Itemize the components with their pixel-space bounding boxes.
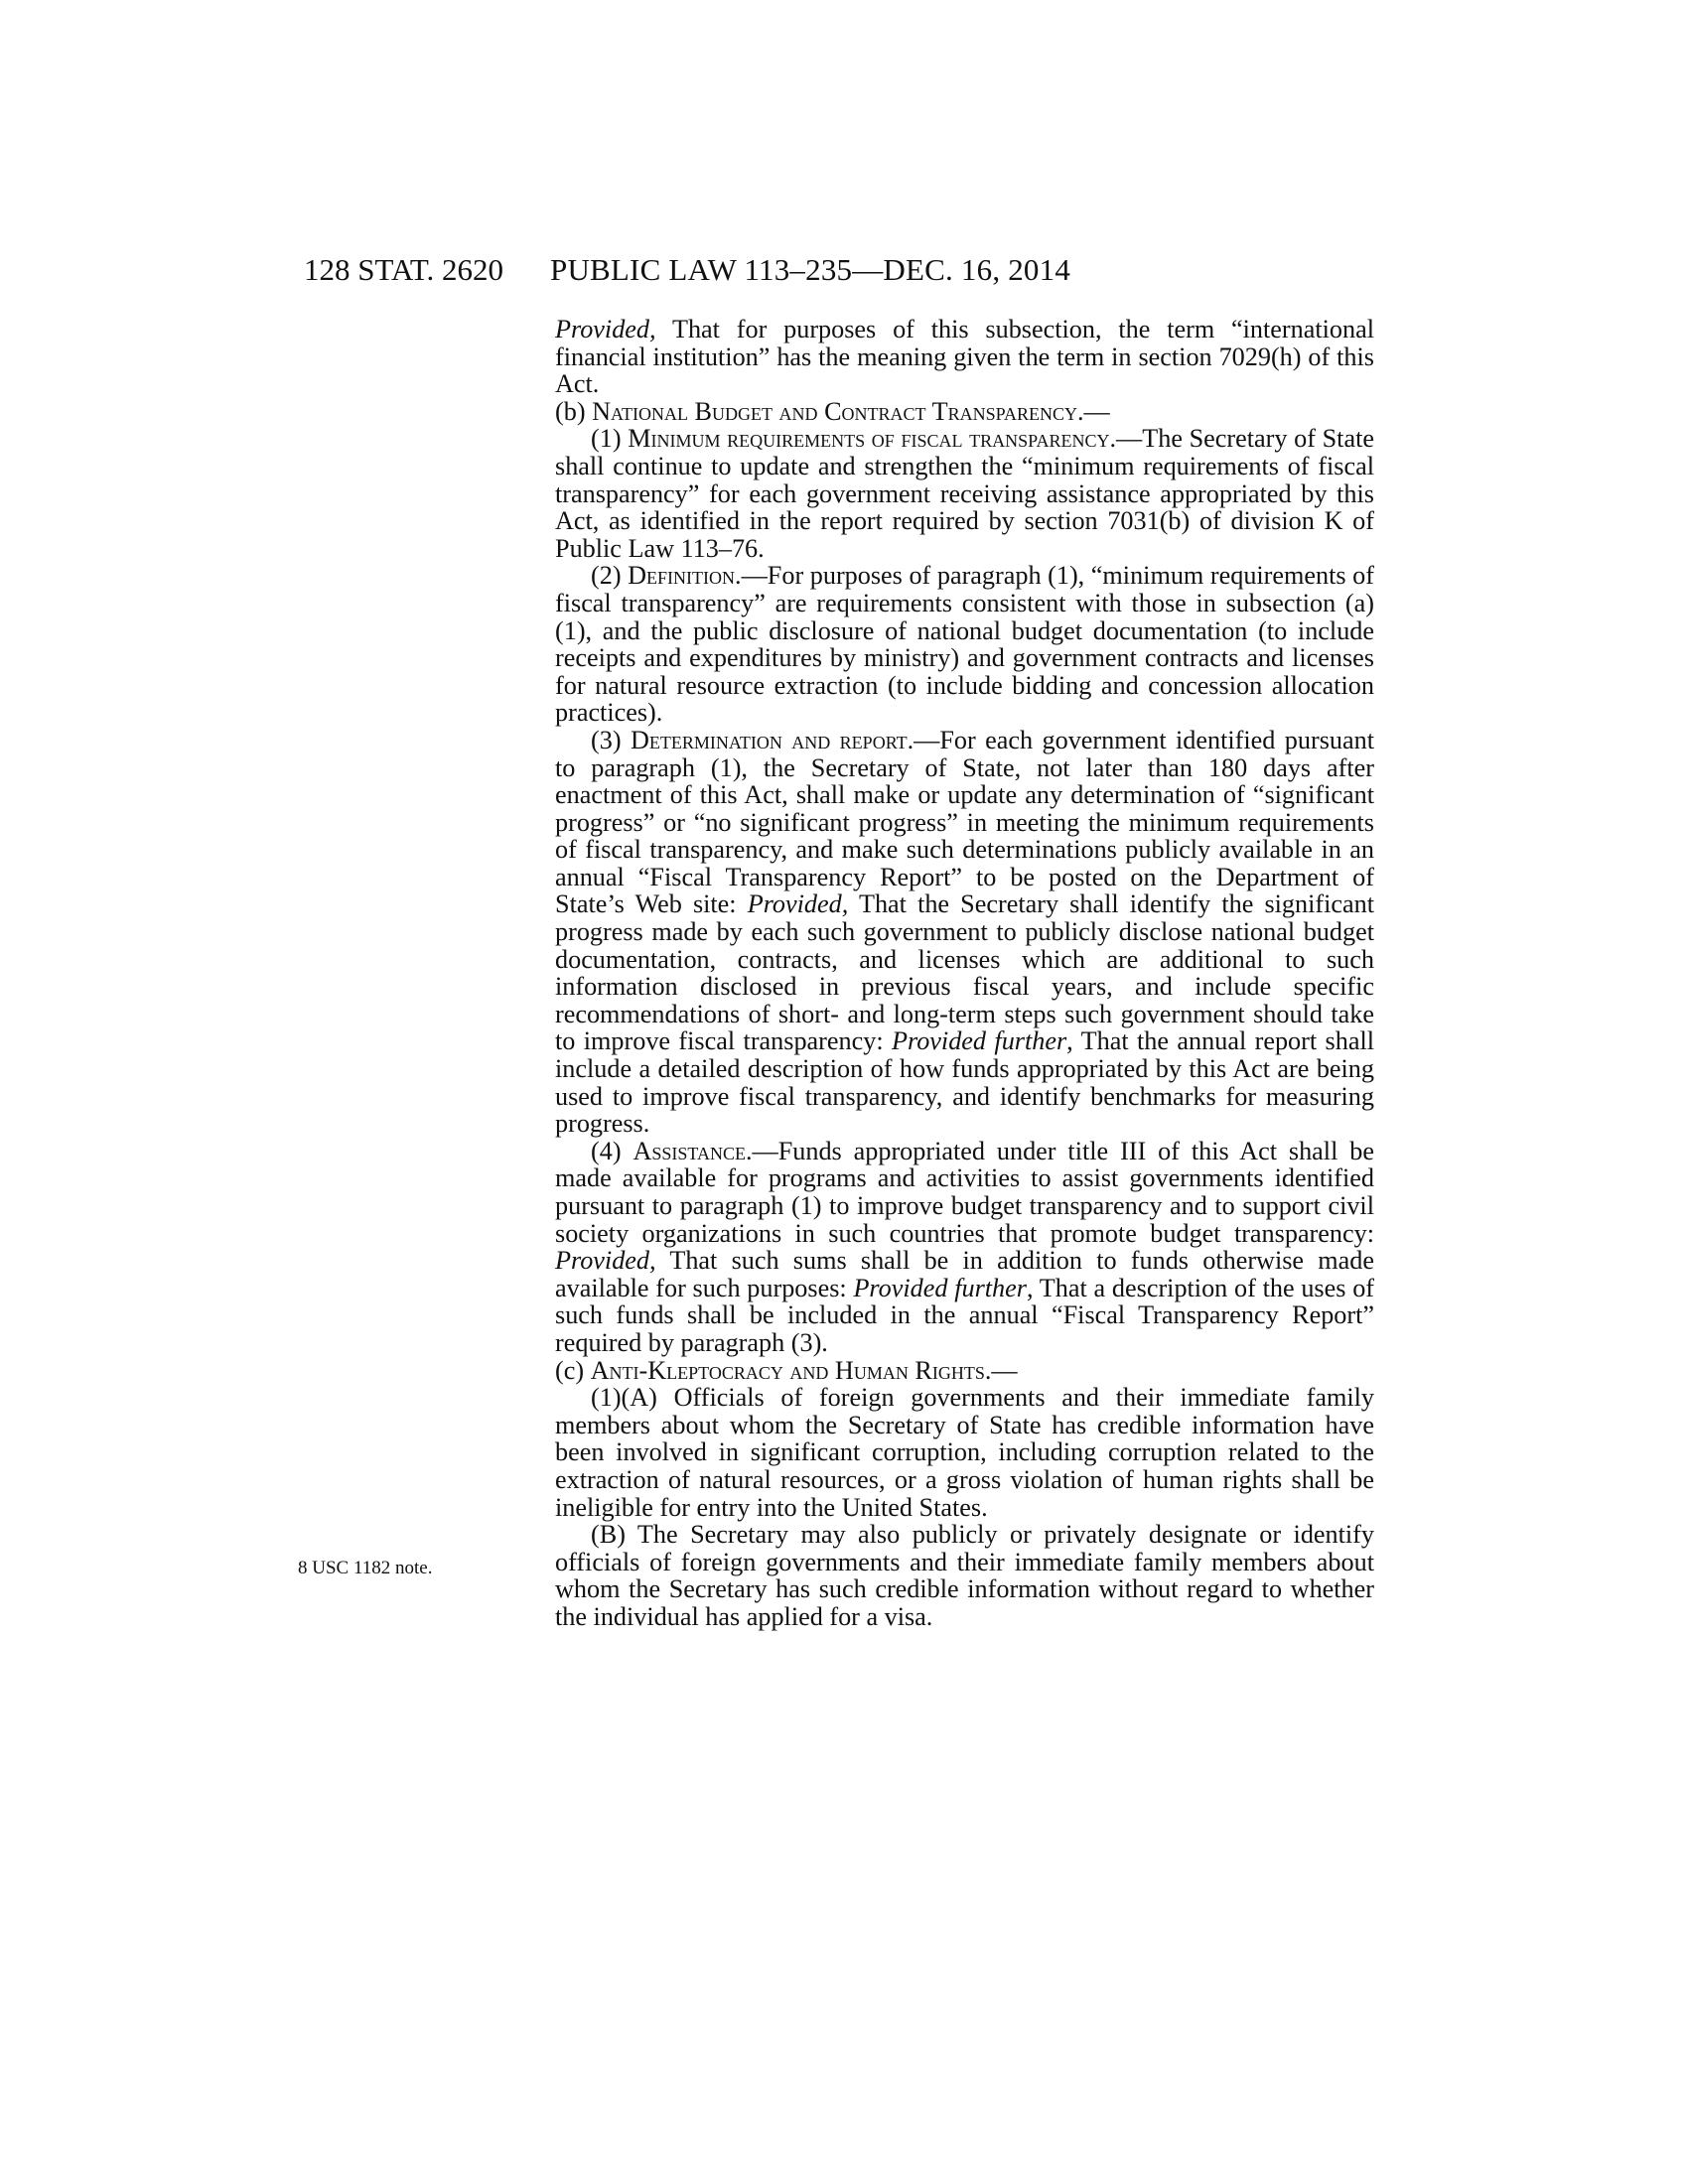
page-header — [0, 250, 1688, 290]
usc-margin-note: 8 USC 1182 note. — [298, 1558, 433, 1578]
paragraph-b1: (1) Minimum requirements of fiscal transparency.—The Secretary of State shall continue to update and strengthen the “minimum requirements of fiscal transparency” for each government receiving assistance appropriated by this Act, as identified in the report required by section 7031(b) of division K of Public Law 113–76. — [555, 424, 1374, 563]
paragraph-b3-heading: Determination and report. — [630, 725, 914, 754]
paragraph-b3: (3) Determination and report.—For each government identified pursuant to paragraph (1), the Secretary of State, not later than 180 days after enactment of this Act, shall make or update any determination of “significant progress” or “no significant progress” in meeting the minimum requirements of fiscal transparency, and make such determinations publicly available in an annual “Fiscal Transparency Report” to be posted on the Department of State’s Web site: Provided, That the Secretary shall identify the significant progress made by each such government to publicly disclose national budget documentation, contracts, and licenses which are additional to such information disclosed in previous fiscal years, and include specific recommendations of short- and long-term steps such government should take to improve fiscal transparency: Provided further, That the annual report shall include a detailed description of how funds appropriated by this Act are being used to improve fiscal transparency, and identify benchmarks for measuring progress. — [555, 725, 1375, 1139]
paragraph-b2: (2) Definition.—For purposes of paragraph (1), “minimum requirements of fiscal transparency” are requirements consistent with those in subsection (a)(1), and the public disclosure of national budget documentation (to include receipts and expenditures by ministry) and government contracts and licenses for natural resource extraction (to include bidding and concession allocation practices). — [555, 561, 1374, 728]
statute-body — [555, 316, 1374, 1631]
provided-term: Provided, — [747, 889, 849, 919]
subsection-b-heading: (b) National Budget and Contract Transparency.— — [555, 396, 1110, 426]
paragraph-b4-heading: Assistance. — [633, 1136, 753, 1165]
subsection-c-heading: (c) Anti-Kleptocracy and Human Rights.— — [555, 1355, 1018, 1385]
provided-term: Provided, — [555, 315, 656, 343]
subsection-c-title: Anti-Kleptocracy and Human Rights.— — [590, 1355, 1018, 1385]
provided-term: Provided, — [555, 1246, 656, 1276]
paragraph-c1a: (1)(A) Officials of foreign governments and their immediate family members about whom the Secretary of State has credible information have been involved in significant corruption, including corruption related to the extraction of natural resources, or a gross violation of human rights shall be ineligible for entry into the United States. — [555, 1383, 1374, 1522]
subsection-b-title: National Budget and Contract Transparency.— — [592, 396, 1110, 426]
paragraph-c1b: (B) The Secretary may also publicly or privately designate or identify officials of foreign governments and their immediate family members about whom the Secretary has such credible information without regard to whether the individual has applied for a visa. — [555, 1520, 1374, 1631]
paragraph-b4: (4) Assistance.—Funds appropriated under title III of this Act shall be made available for programs and activities to assist governments identified pursuant to paragraph (1) to improve budget transparency and to support civil society organizations in such countries that promote budget transparency: Provided, That such sums shall be in addition to funds otherwise made available for such purposes: Provided further, That a description of the uses of such funds shall be included in the annual “Fiscal Transparency Report” required by paragraph (3). — [555, 1136, 1375, 1357]
stat-citation: 128 STAT. 2620 — [304, 252, 504, 287]
public-law-date: PUBLIC LAW 113–235—DEC. 16, 2014 — [550, 252, 1071, 287]
provided-further-term: Provided further — [892, 1026, 1067, 1056]
paragraph-b1-heading: Minimum requirements of fiscal transparency.— — [628, 424, 1143, 454]
paragraph-intro: Provided, That for purposes of this subsection, the term “international financial institution” has the meaning given the term in section 7029(h) of this Act. — [555, 315, 1374, 399]
provided-further-term: Provided further — [853, 1273, 1027, 1302]
paragraph-b2-heading: Definition. — [628, 561, 742, 591]
